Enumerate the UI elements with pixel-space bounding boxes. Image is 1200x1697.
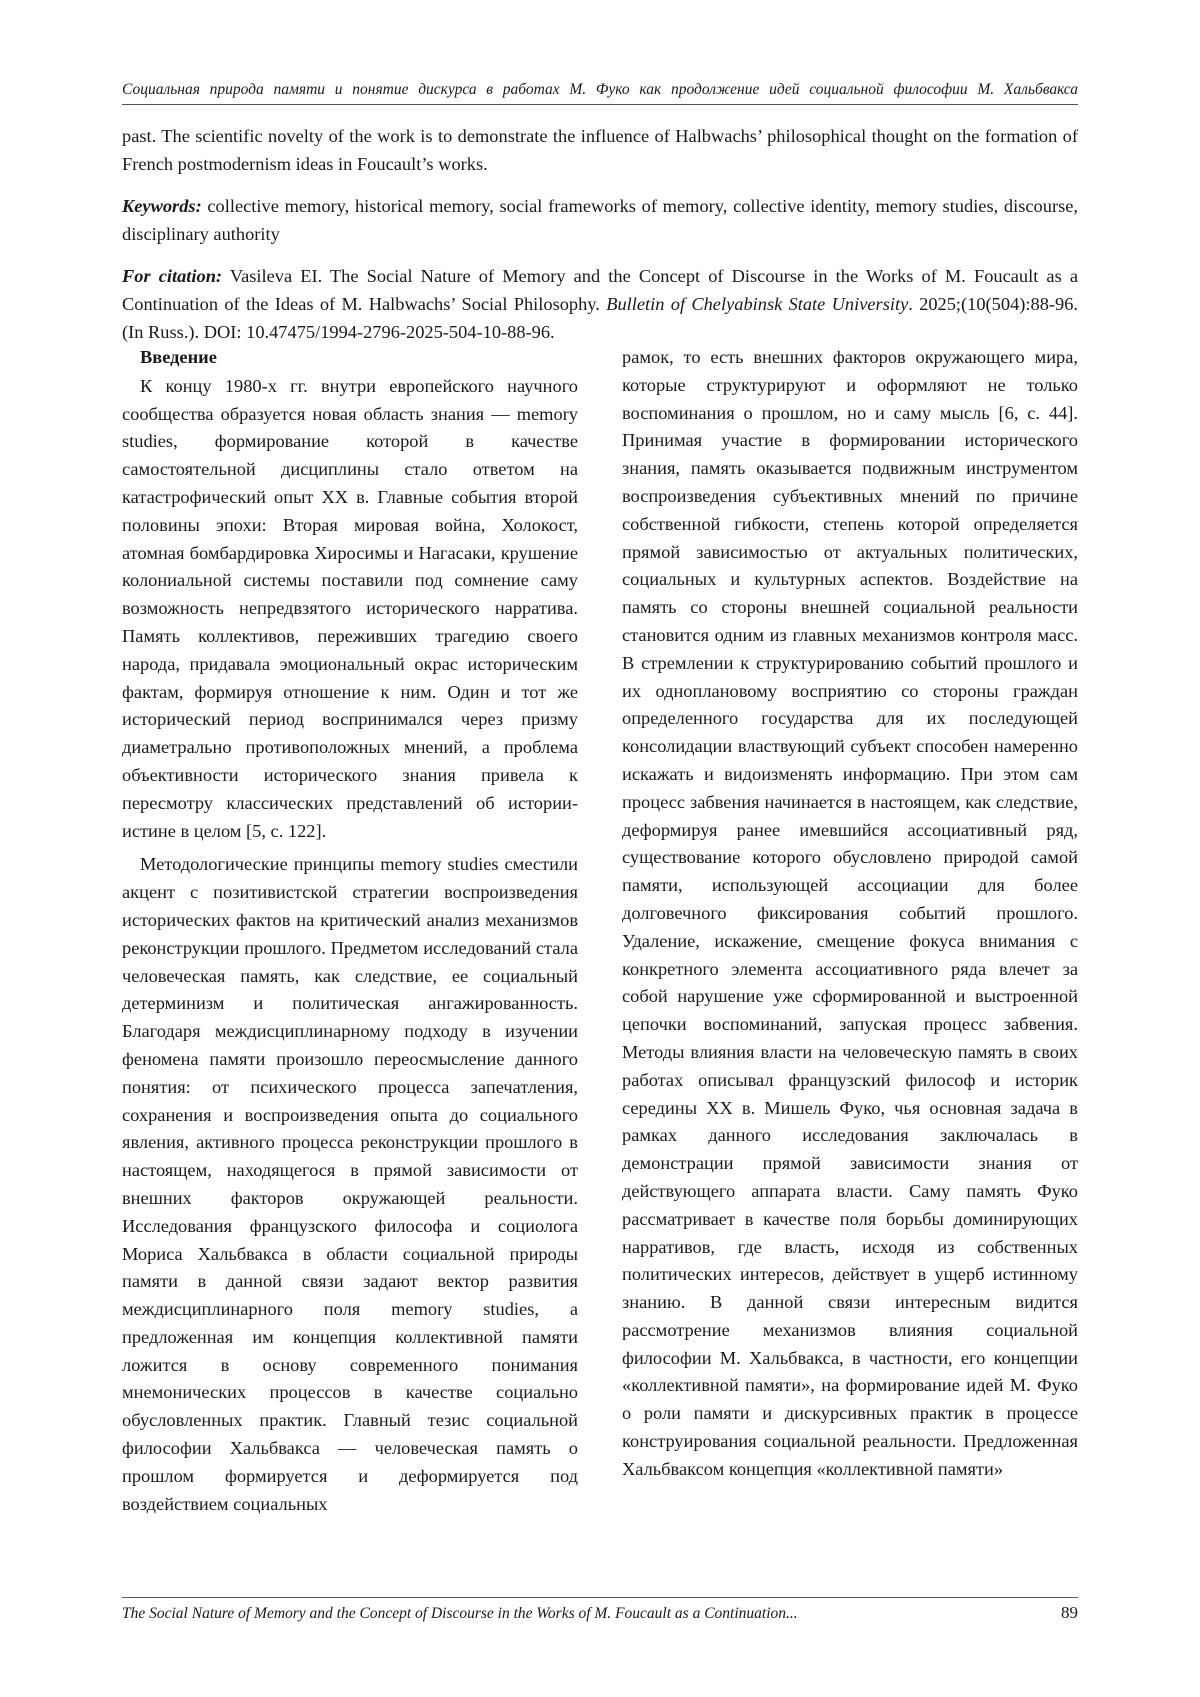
keywords bbox=[122, 192, 1078, 248]
keywords-text: collective memory, historical memory, social frameworks of memory, collective identity, memory studies, discourse, disciplinary authority bbox=[122, 196, 1078, 244]
citation-details: . 2025;(10(504):88-96. (In Russ.). DOI: 10.47475/1994-2796-2025-504-10-88-96. bbox=[122, 294, 1079, 342]
section-heading: Введение bbox=[140, 347, 217, 367]
right-column bbox=[622, 344, 1078, 1484]
page-number: 89 bbox=[1061, 1603, 1078, 1622]
paragraph: Методологические принципы memory studies сместили акцент с позитивистской стратегии воспроизведения исторических фактов на критический анализ механизмов реконструкции прошлого. Предметом исследований стала человеческая память, как следствие, ее социальный детерминизм и политическая ангажированность. Благодаря междисциплинарному подходу в изучении феномена памяти произошло переосмысление данного понятия: от психического процесса запечатления, сохранения и воспроизведения опыта до социального явления, активного процесса реконструкции прошлого в настоящем, находящегося в прямой зависимости от внешних факторов окружающей реальности. Исследования французского философа и социолога Мориса Хальбвакса в области социальной природы памяти в данной связи задают вектор развития междисциплинарного поля memory studies, а предложенная им концепция коллективной памяти ложится в основу современного понимания мнемонических процессов в качестве социально обусловленных практик. Главный тезис социальной философии Хальбвакса — человеческая память о прошлом формируется и деформируется под воздействием социальных bbox=[122, 854, 578, 1514]
citation-text: Vasileva EI. The Social Nature of Memory and the Concept of Discourse in the Works of M. Foucault as a Continuation of the Ideas of M. Halbwachs’ Social Philosophy. bbox=[122, 266, 1079, 314]
citation-journal: Bulletin of Chelyabinsk State University bbox=[606, 294, 909, 314]
keywords-label: Keywords: bbox=[122, 196, 202, 216]
header-rule bbox=[122, 104, 1078, 105]
abstract-tail: past. The scientific novelty of the work is to demonstrate the influence of Halbwachs’ philosophical thought on the formation of French postmodernism ideas in Foucault’s works. bbox=[122, 126, 1078, 174]
citation-label: For citation: bbox=[122, 266, 223, 286]
running-head: Социальная природа памяти и понятие дискурса в работах М. Фуко как продолжение идей социальной философии М. Хальбвакса bbox=[122, 81, 1078, 98]
footer-rule bbox=[122, 1597, 1078, 1598]
paragraph: рамок, то есть внешних факторов окружающего мира, которые структурируют и оформляют не только воспоминания о прошлом, но и саму мысль [6, с. 44]. Принимая участие в формировании исторического знания, память оказывается подвижным инструментом воспроизведения субъективных мнений по причине собственной гибкости, степень которой определяется прямой зависимостью от актуальных политических, социальных и культурных аспектов. Воздействие на память со стороны внешней социальной реальности становится одним из главных механизмов контроля масс. В стремлении к структурированию событий прошлого и их одноплановому восприятию со стороны граждан определенного государства для их последующей консолидации властвующий субъект способен намеренно искажать и видоизменять информацию. При этом сам процесс забвения начинается в настоящем, как следствие, деформируя ранее имевшийся ассоциативный ряд, существование которого обусловлено природой самой памяти, использующей ассоциации для более долговечного фиксирования событий прошлого. Удаление, искажение, смещение фокуса внимания с конкретного элемента ассоциативного ряда влечет за собой нарушение уже сформированной и выстроенной цепочки воспоминаний, запуская процесс забвения. Методы влияния власти на человеческую память в своих работах описывал французский философ и историк середины XX в. Мишель Фуко, чья основная задача в рамках данного исследования заключалась в демонстрации прямой зависимости знания от действующего аппарата власти. Саму память Фуко рассматривает в качестве поля борьбы доминирующих нарративов, где власть, исходя из собственных политических интересов, действует в ущерб истинному знанию. В данной связи интересным видится рассмотрение механизмов влияния социальной философии М. Хальбвакса, в частности, его концепции «коллективной памяти», на формирование идей М. Фуко о роли памяти и дискурсивных практик в процессе конструирования социальной реальности. Предложенная Хальбваксом концепция «коллективной памяти» bbox=[622, 347, 1078, 1479]
left-column bbox=[122, 344, 578, 1518]
paragraph: К концу 1980-х гг. внутри европейского научного сообщества образуется новая область знания — memory studies, формирование которой в качестве самостоятельной дисциплины стало ответом на катастрофический опыт XX в. Главные события второй половины эпохи: Вторая мировая война, Холокост, атомная бомбардировка Хиросимы и Нагасаки, крушение колониальной системы поставили под сомнение саму возможность непредвзятого исторического нарратива. Память коллективов, переживших трагедию своего народа, придавала эмоциональный окрас историческим фактам, формируя отношение к ним. Один и тот же исторический период воспринимался через призму диаметрально противоположных мнений, а проблема объективности исторического знания привела к пересмотру классических представлений об истории-истине в целом [5, с. 122]. bbox=[122, 375, 578, 841]
running-foot: The Social Nature of Memory and the Concept of Discourse in the Works of M. Foucault as a Continuation... bbox=[122, 1605, 798, 1622]
citation bbox=[122, 262, 1078, 346]
